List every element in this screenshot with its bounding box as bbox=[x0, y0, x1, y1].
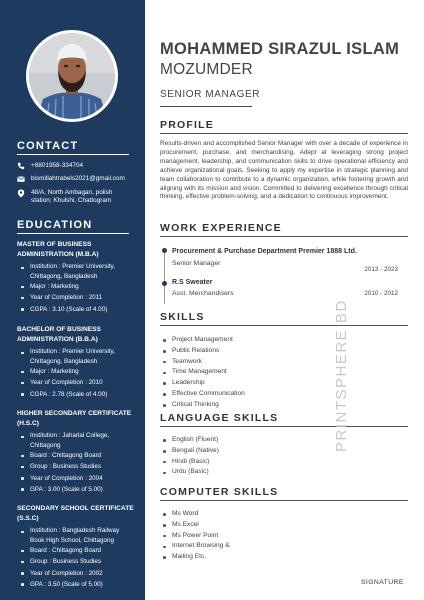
profile-summary: Results-driven and accomplished Senior Manager with over a decade of experience in procurement, purchase, and merchandising. Adept at leveraging strong project management, leadership, and communication skills to drive operational efficiency and achieve organizational goals. Seeking to apply my expertise in strategic planning and team collaboration to contribute to a dynamic organization, while fostering growth and aligning with its mission and vision. Committed to delivering excellence through critical thinking, effective problem-solving, and a dedication to continuous improvement. bbox=[160, 140, 408, 201]
profile-section-title: PROFILE bbox=[160, 119, 214, 131]
education-institution: Institution : Jaharlal College, Chittagong bbox=[17, 431, 139, 450]
phone-icon bbox=[17, 162, 27, 170]
list-item: Bengali (Native) bbox=[160, 446, 219, 457]
education-major: Major : Marketing bbox=[17, 366, 139, 377]
list-item: Effective Communication bbox=[160, 389, 245, 400]
list-item: Project Management bbox=[160, 335, 245, 346]
education-details bbox=[17, 262, 139, 315]
work-divider bbox=[160, 236, 408, 237]
education-institution: Institution : Premier University, Chittagong, Bangladesh bbox=[17, 347, 139, 366]
job-company: Procurement & Purchase Department Premier 1888 Ltd. bbox=[172, 248, 357, 255]
list-item: Internet Browsing & bbox=[160, 541, 230, 552]
title-underline bbox=[160, 106, 252, 107]
computer-section-title: COMPUTER SKILLS bbox=[160, 486, 279, 498]
education-group: Group : Business Studies bbox=[17, 461, 139, 472]
contact-address bbox=[17, 189, 137, 205]
signature-label: SIGNATURE bbox=[361, 579, 404, 586]
education-section-title: EDUCATION bbox=[17, 219, 93, 231]
profile-divider bbox=[160, 133, 408, 134]
profile-photo bbox=[29, 33, 115, 119]
education-institution: Institution : Premier University, Chittagong, Bangladesh bbox=[17, 262, 139, 281]
watermark: PRINTSPHERE BD bbox=[333, 299, 350, 452]
education-degree: SECONDARY SCHOOL CERTIFICATE (S.S.C) bbox=[17, 505, 134, 522]
list-item: Leadership bbox=[160, 378, 245, 389]
skills-list bbox=[160, 335, 245, 411]
list-item: Ms Word bbox=[160, 509, 230, 520]
contact-phone bbox=[17, 162, 137, 170]
work-timeline bbox=[160, 244, 408, 302]
education-score: GPA : 3.00 (Scale of 5.00) bbox=[17, 484, 139, 495]
education-item-bba bbox=[17, 325, 139, 400]
education-year: Year of Completion : 2011 bbox=[17, 292, 139, 303]
list-item: Ms Power Point bbox=[160, 531, 230, 542]
list-item: Time Management bbox=[160, 367, 245, 378]
education-year: Year of Completion : 2002 bbox=[17, 568, 139, 579]
education-board: Board : Chittagong Board bbox=[17, 545, 139, 556]
profile-photo-frame bbox=[26, 30, 118, 122]
education-degree: BACHELOR OF BUSINESS ADMINISTRATION (B.B.A) bbox=[17, 326, 101, 343]
list-item: Hindi (Basic) bbox=[160, 457, 219, 468]
address-line-2: station; Khulshi, Chattogram bbox=[31, 197, 112, 204]
list-item: English (Fluent) bbox=[160, 435, 219, 446]
education-divider bbox=[17, 233, 129, 234]
education-item-ssc bbox=[17, 504, 139, 590]
list-item: Urdu (Basic) bbox=[160, 467, 219, 478]
list-item: Teamwork bbox=[160, 357, 245, 368]
job-title: SENIOR MANAGER bbox=[160, 89, 261, 100]
education-item-hsc bbox=[17, 409, 139, 495]
education-degree: HIGHER SECONDARY CERTIFICATE (H.S.C) bbox=[17, 410, 132, 427]
job-role: Asst. Merchandisers bbox=[172, 290, 234, 297]
skills-divider bbox=[160, 325, 408, 326]
education-year: Year of Completion : 2004 bbox=[17, 473, 139, 484]
education-details bbox=[17, 347, 139, 400]
contact-section-title: CONTACT bbox=[17, 140, 79, 152]
education-score: GPA : 3.50 (Scale of 5.00) bbox=[17, 579, 139, 590]
timeline-dot bbox=[162, 248, 167, 253]
sidebar bbox=[0, 0, 145, 600]
education-major: Major : Marketing bbox=[17, 281, 139, 292]
list-item: Mailing Etc. bbox=[160, 552, 230, 563]
education-institution: Institution : Bangladesh Railway Book High School, Chittagong bbox=[17, 526, 139, 545]
education-board: Board : Chittagong Board bbox=[17, 450, 139, 461]
address-line-1: 48/A, North Ambagan, polish bbox=[31, 189, 113, 196]
education-group: Group : Business Studies bbox=[17, 556, 139, 567]
language-section-title: LANGUAGE SKILLS bbox=[160, 412, 279, 424]
name-line-2: MOZUMDER bbox=[160, 61, 253, 78]
computer-divider bbox=[160, 500, 408, 501]
education-details bbox=[17, 526, 139, 590]
education-score: CGPA : 3.10 (Scale of 4.00) bbox=[17, 304, 139, 315]
language-list bbox=[160, 435, 219, 478]
work-section-title: WORK EXPERIENCE bbox=[160, 222, 282, 234]
email-icon bbox=[17, 175, 27, 183]
email-address[interactable]: bismillahtrabels2021@gmail.com bbox=[31, 175, 125, 182]
education-details bbox=[17, 431, 139, 495]
skills-section-title: SKILLS bbox=[160, 311, 205, 323]
job-company: R.S Sweater bbox=[172, 279, 213, 286]
language-divider bbox=[160, 426, 408, 427]
job-dates: 2013 - 2023 bbox=[364, 266, 398, 273]
phone-number: +8801958-334704 bbox=[31, 162, 84, 169]
name-line-1: MOHAMMED SIRAZUL ISLAM bbox=[160, 40, 400, 58]
timeline-line bbox=[164, 250, 165, 304]
education-degree: MASTER OF BUSINESS ADMINISTRATION (M.B.A) bbox=[17, 241, 99, 258]
timeline-dot bbox=[162, 281, 167, 286]
location-icon bbox=[17, 189, 27, 198]
education-score: CGPA : 2.78 (Scale of 4.00) bbox=[17, 389, 139, 400]
job-dates: 2010 - 2012 bbox=[364, 290, 398, 297]
computer-list bbox=[160, 509, 230, 563]
list-item: Ms Excel bbox=[160, 520, 230, 531]
list-item: Critical Thinking bbox=[160, 400, 245, 411]
education-year: Year of Completion : 2010 bbox=[17, 377, 139, 388]
education-item-mba bbox=[17, 240, 139, 315]
job-role: Senior Manager bbox=[172, 260, 221, 267]
contact-email bbox=[17, 175, 137, 183]
contact-divider bbox=[17, 154, 129, 155]
list-item: Public Relations bbox=[160, 346, 245, 357]
